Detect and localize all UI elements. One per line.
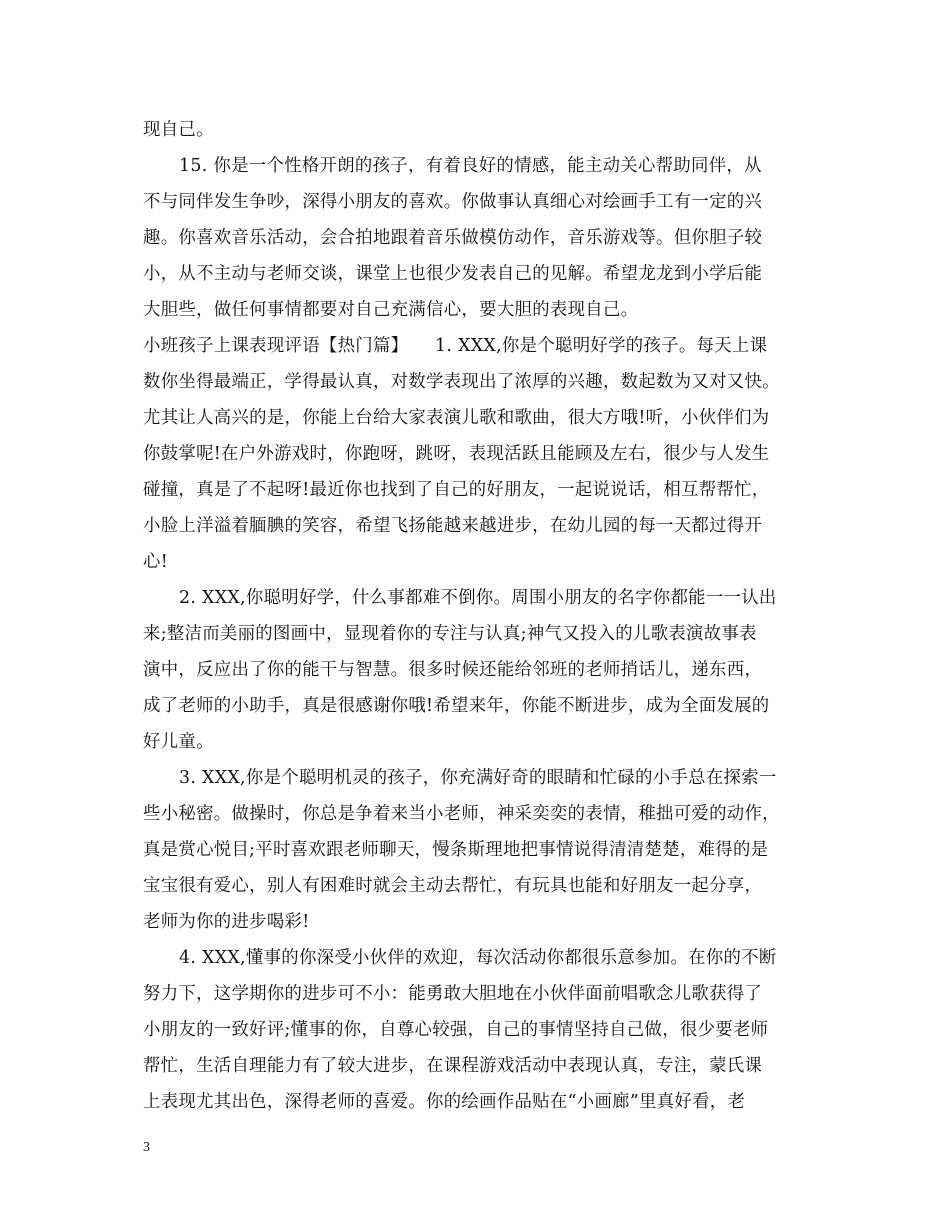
text-line: 真是赏心悦目;平时喜欢跟老师聊天，慢条斯理地把事情说得清清楚楚，难得的是 [143, 840, 769, 860]
text-line: 趣。你喜欢音乐活动，会合拍地跟着音乐做模仿动作，音乐游戏等。但你胆子较 [143, 228, 763, 248]
text-line: 心! [143, 552, 168, 572]
text-line: 尤其让人高兴的是，你能上台给大家表演儿歌和歌曲，很大方哦!听，小伙伴们为 [143, 408, 770, 428]
text-line: 数你坐得最端正，学得最认真，对数学表现出了浓厚的兴趣，数起数为又对又快。 [143, 372, 780, 392]
text-line: 成了老师的小助手，真是很感谢你哦!希望来年，你能不断进步，成为全面发展的 [143, 696, 770, 716]
text-line: 努力下，这学期你的进步可不小：能勇敢大胆地在小伙伴面前唱歌念儿歌获得了 [143, 984, 763, 1004]
text-line: 小脸上洋溢着腼腆的笑容，希望飞扬能越来越进步，在幼儿园的每一天都过得开 [143, 516, 763, 536]
text-line: 大胆些，做任何事情都要对自己充满信心，要大胆的表现自己。 [143, 300, 639, 320]
text-line: 碰撞，真是了不起呀!最近你也找到了自己的好朋友，一起说说话，相互帮帮忙， [143, 480, 770, 500]
text-line: 好儿童。 [143, 732, 214, 752]
text-line: 来;整洁而美丽的图画中，显现着你的专注与认真;神气又投入的儿歌表演故事表 [143, 624, 757, 644]
paragraph-15-line: 15. 你是一个性格开朗的孩子，有着良好的情感，能主动关心帮助同伴，从 [179, 156, 762, 176]
text-line: 现自己。 [143, 120, 214, 140]
page-number: 3 [143, 1140, 150, 1155]
text-line: 小，从不主动与老师交谈，课堂上也很少发表自己的见解。希望龙龙到小学后能 [143, 264, 763, 284]
text-line: 你鼓掌呢!在户外游戏时，你跑呀，跳呀，表现活跃且能顾及左右，很少与人发生 [143, 444, 770, 464]
paragraph-2-line: 2. XXX,你聪明好学，什么事都难不倒你。周围小朋友的名字你都能一一认出 [179, 588, 777, 608]
text-line: 不与同伴发生争吵，深得小朋友的喜欢。你做事认真细心对绘画手工有一定的兴 [143, 192, 763, 212]
text-line: 小朋友的一致好评;懂事的你，自尊心较强，自己的事情坚持自己做，很少要老师 [143, 1020, 769, 1040]
text-line: 上表现尤其出色，深得老师的喜爱。你的绘画作品贴在“小画廊”里真好看，老 [143, 1092, 746, 1112]
text-line: 宝宝很有爱心，别人有困难时就会主动去帮忙，有玩具也能和好朋友一起分享， [143, 876, 763, 896]
paragraph-4-line: 4. XXX,懂事的你深受小伙伴的欢迎，每次活动你都很乐意参加。在你的不断 [179, 948, 777, 968]
text-line: 帮忙，生活自理能力有了较大进步，在课程游戏活动中表现认真，专注，蒙氏课 [143, 1056, 763, 1076]
paragraph-3-line: 3. XXX,你是个聪明机灵的孩子，你充满好奇的眼睛和忙碌的小手总在探索一 [179, 768, 777, 788]
section-heading-line: 小班孩子上课表现评语【热门篇】 1. XXX,你是个聪明好学的孩子。每天上课 [143, 336, 768, 356]
document-body [143, 112, 823, 1120]
text-line: 老师为你的进步喝彩! [143, 912, 310, 932]
text-line: 演中，反应出了你的能干与智慧。很多时候还能给邻班的老师捎话儿，递东西， [143, 660, 763, 680]
text-line: 些小秘密。做操时，你总是争着来当小老师，神采奕奕的表情，稚拙可爱的动作， [143, 804, 780, 824]
